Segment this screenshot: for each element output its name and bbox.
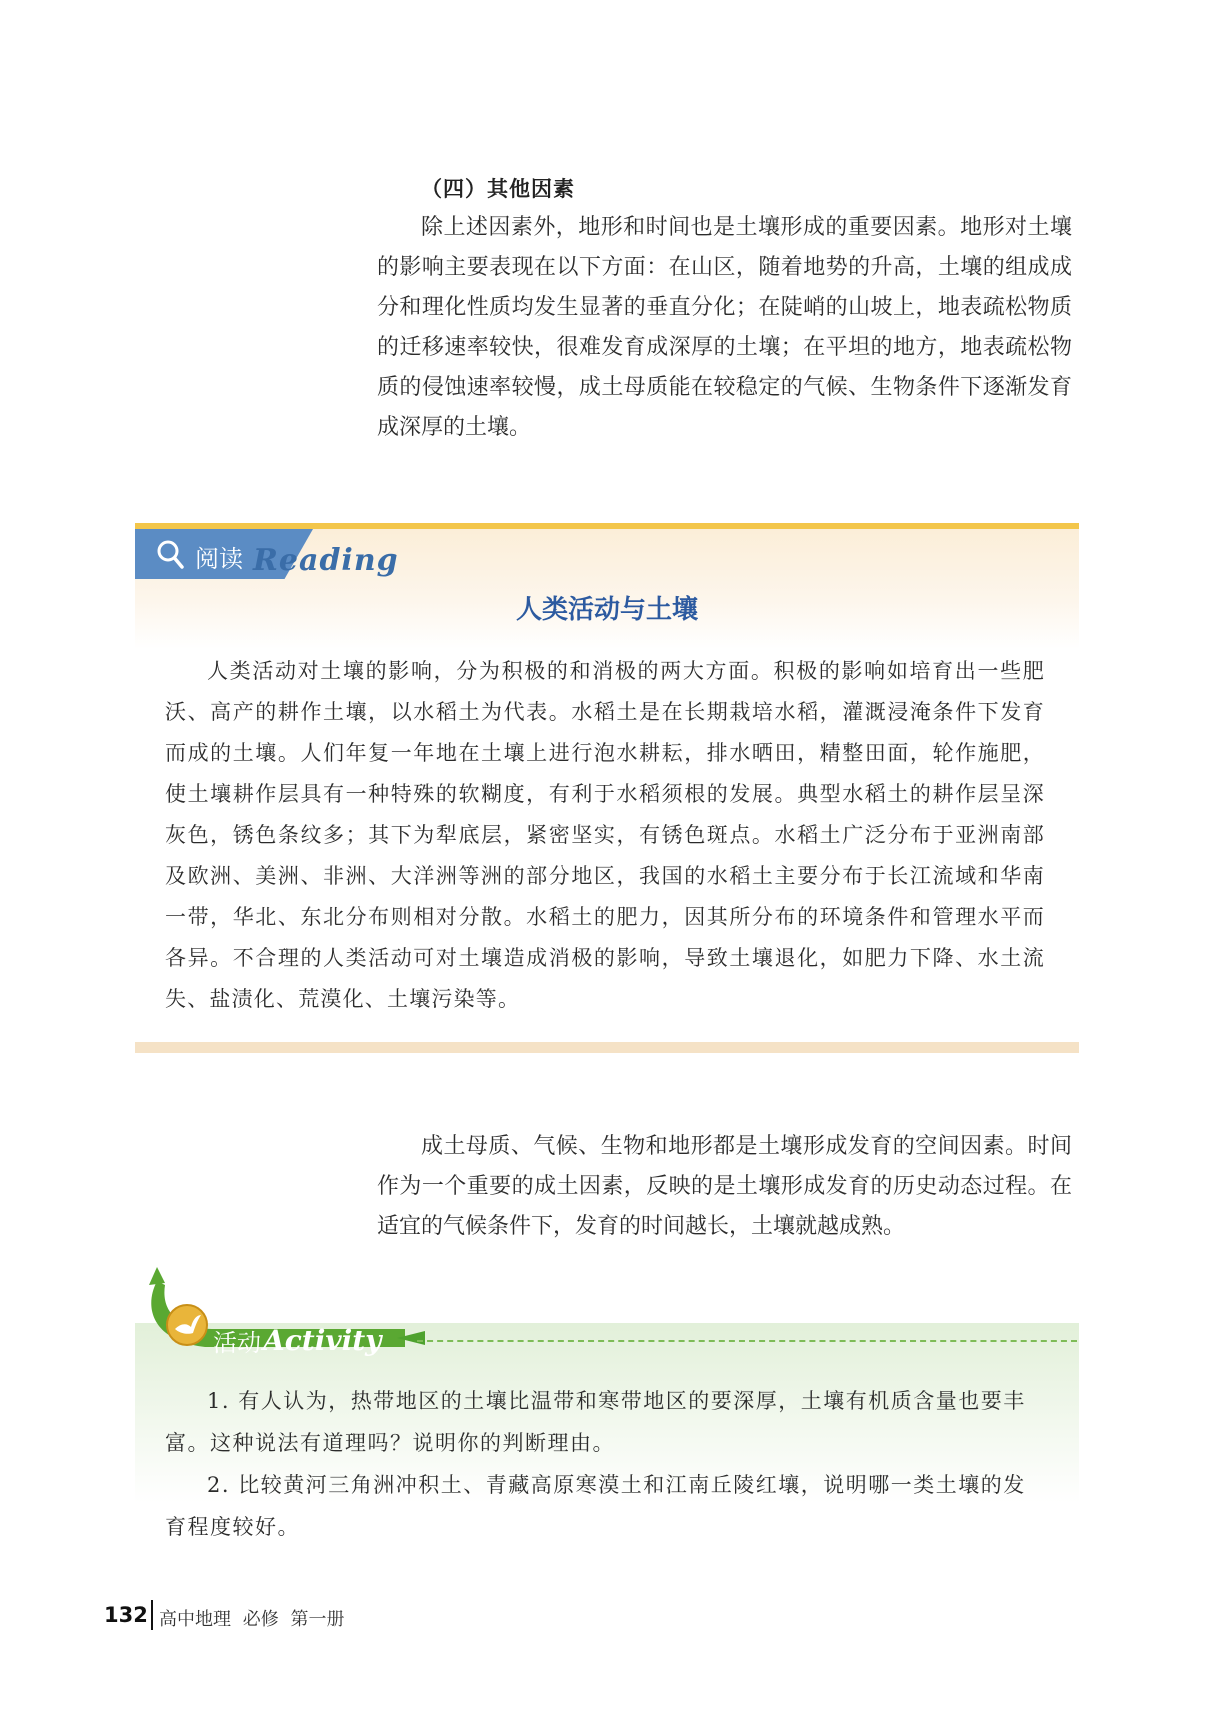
footer-separator xyxy=(151,1600,153,1630)
reading-top-bar xyxy=(135,523,1079,529)
middle-paragraph: 成土母质、气候、生物和地形都是土壤形成发育的空间因素。时间作为一个重要的成土因素，反映的是土壤形成发育的历史动态过程。在适宜的气候条件下，发育的时间越长，土壤就越成熟。 xyxy=(377,1134,1072,1239)
dove-icon xyxy=(165,1303,209,1347)
activity-label-en: Activity xyxy=(263,1324,382,1357)
activity-divider xyxy=(417,1340,1077,1342)
section-body xyxy=(377,208,1072,448)
reading-bottom-bar xyxy=(135,1042,1079,1053)
reading-label: 阅读 xyxy=(195,545,243,573)
activity-item: 2. 比较黄河三角洲冲积土、青藏高原寒漠土和江南丘陵红壤，说明哪一类土壤的发育程度较好。 xyxy=(165,1473,1026,1539)
reading-body xyxy=(165,651,1045,1020)
reading-label-en: Reading xyxy=(253,543,399,578)
reading-paragraph: 人类活动对土壤的影响，分为积极的和消极的两大方面。积极的影响如培育出一些肥沃、高产的耕作土壤，以水稻土为代表。水稻土是在长期栽培水稻，灌溉浸淹条件下发育而成的土壤。人们年复一年地在土壤上进行泡水耕耘，排水晒田，精整田面，轮作施肥，使土壤耕作层具有一种特殊的软糊度，有利于水稻须根的发展。典型水稻土的耕作层呈深灰色，锈色条纹多；其下为犁底层，紧密坚实，有锈色斑点。水稻土广泛分布于亚洲南部及欧洲、美洲、非洲、大洋洲等洲的部分地区，我国的水稻土主要分布于长江流域和华南一带，华北、东北分布则相对分散。水稻土的肥力，因其所分布的环境条件和管理水平而各异。不合理的人类活动可对土壤造成消极的影响，导致土壤退化，如肥力下降、水土流失、盐渍化、荒漠化、土壤污染等。 xyxy=(165,659,1045,1011)
middle-body xyxy=(377,1127,1072,1247)
section-paragraph: 除上述因素外，地形和时间也是土壤形成的重要因素。地形对土壤的影响主要表现在以下方面：在山区，随着地势的升高，土壤的组成成分和理化性质均发生显著的垂直分化；在陡峭的山坡上，地表疏松物质的迁移速率较快，很难发育成深厚的土壤；在平坦的地方，地表疏松物质的侵蚀速率较慢，成土母质能在较稳定的气候、生物条件下逐渐发育成深厚的土壤。 xyxy=(377,215,1072,440)
book-title: 高中地理 必修 第一册 xyxy=(159,1609,345,1630)
reading-box xyxy=(135,523,1079,1053)
section-heading: （四）其他因素 xyxy=(421,177,575,201)
activity-body xyxy=(165,1380,1045,1548)
activity-box xyxy=(135,1263,1079,1553)
page-number: 132 xyxy=(104,1603,148,1627)
reading-title: 人类活动与土壤 xyxy=(515,595,698,625)
magnifier-icon xyxy=(155,539,185,571)
activity-item: 1. 有人认为，热带地区的土壤比温带和寒带地区的要深厚，土壤有机质含量也要丰富。这种说法有道理吗？说明你的判断理由。 xyxy=(165,1389,1026,1455)
activity-label: 活动 xyxy=(213,1329,261,1357)
